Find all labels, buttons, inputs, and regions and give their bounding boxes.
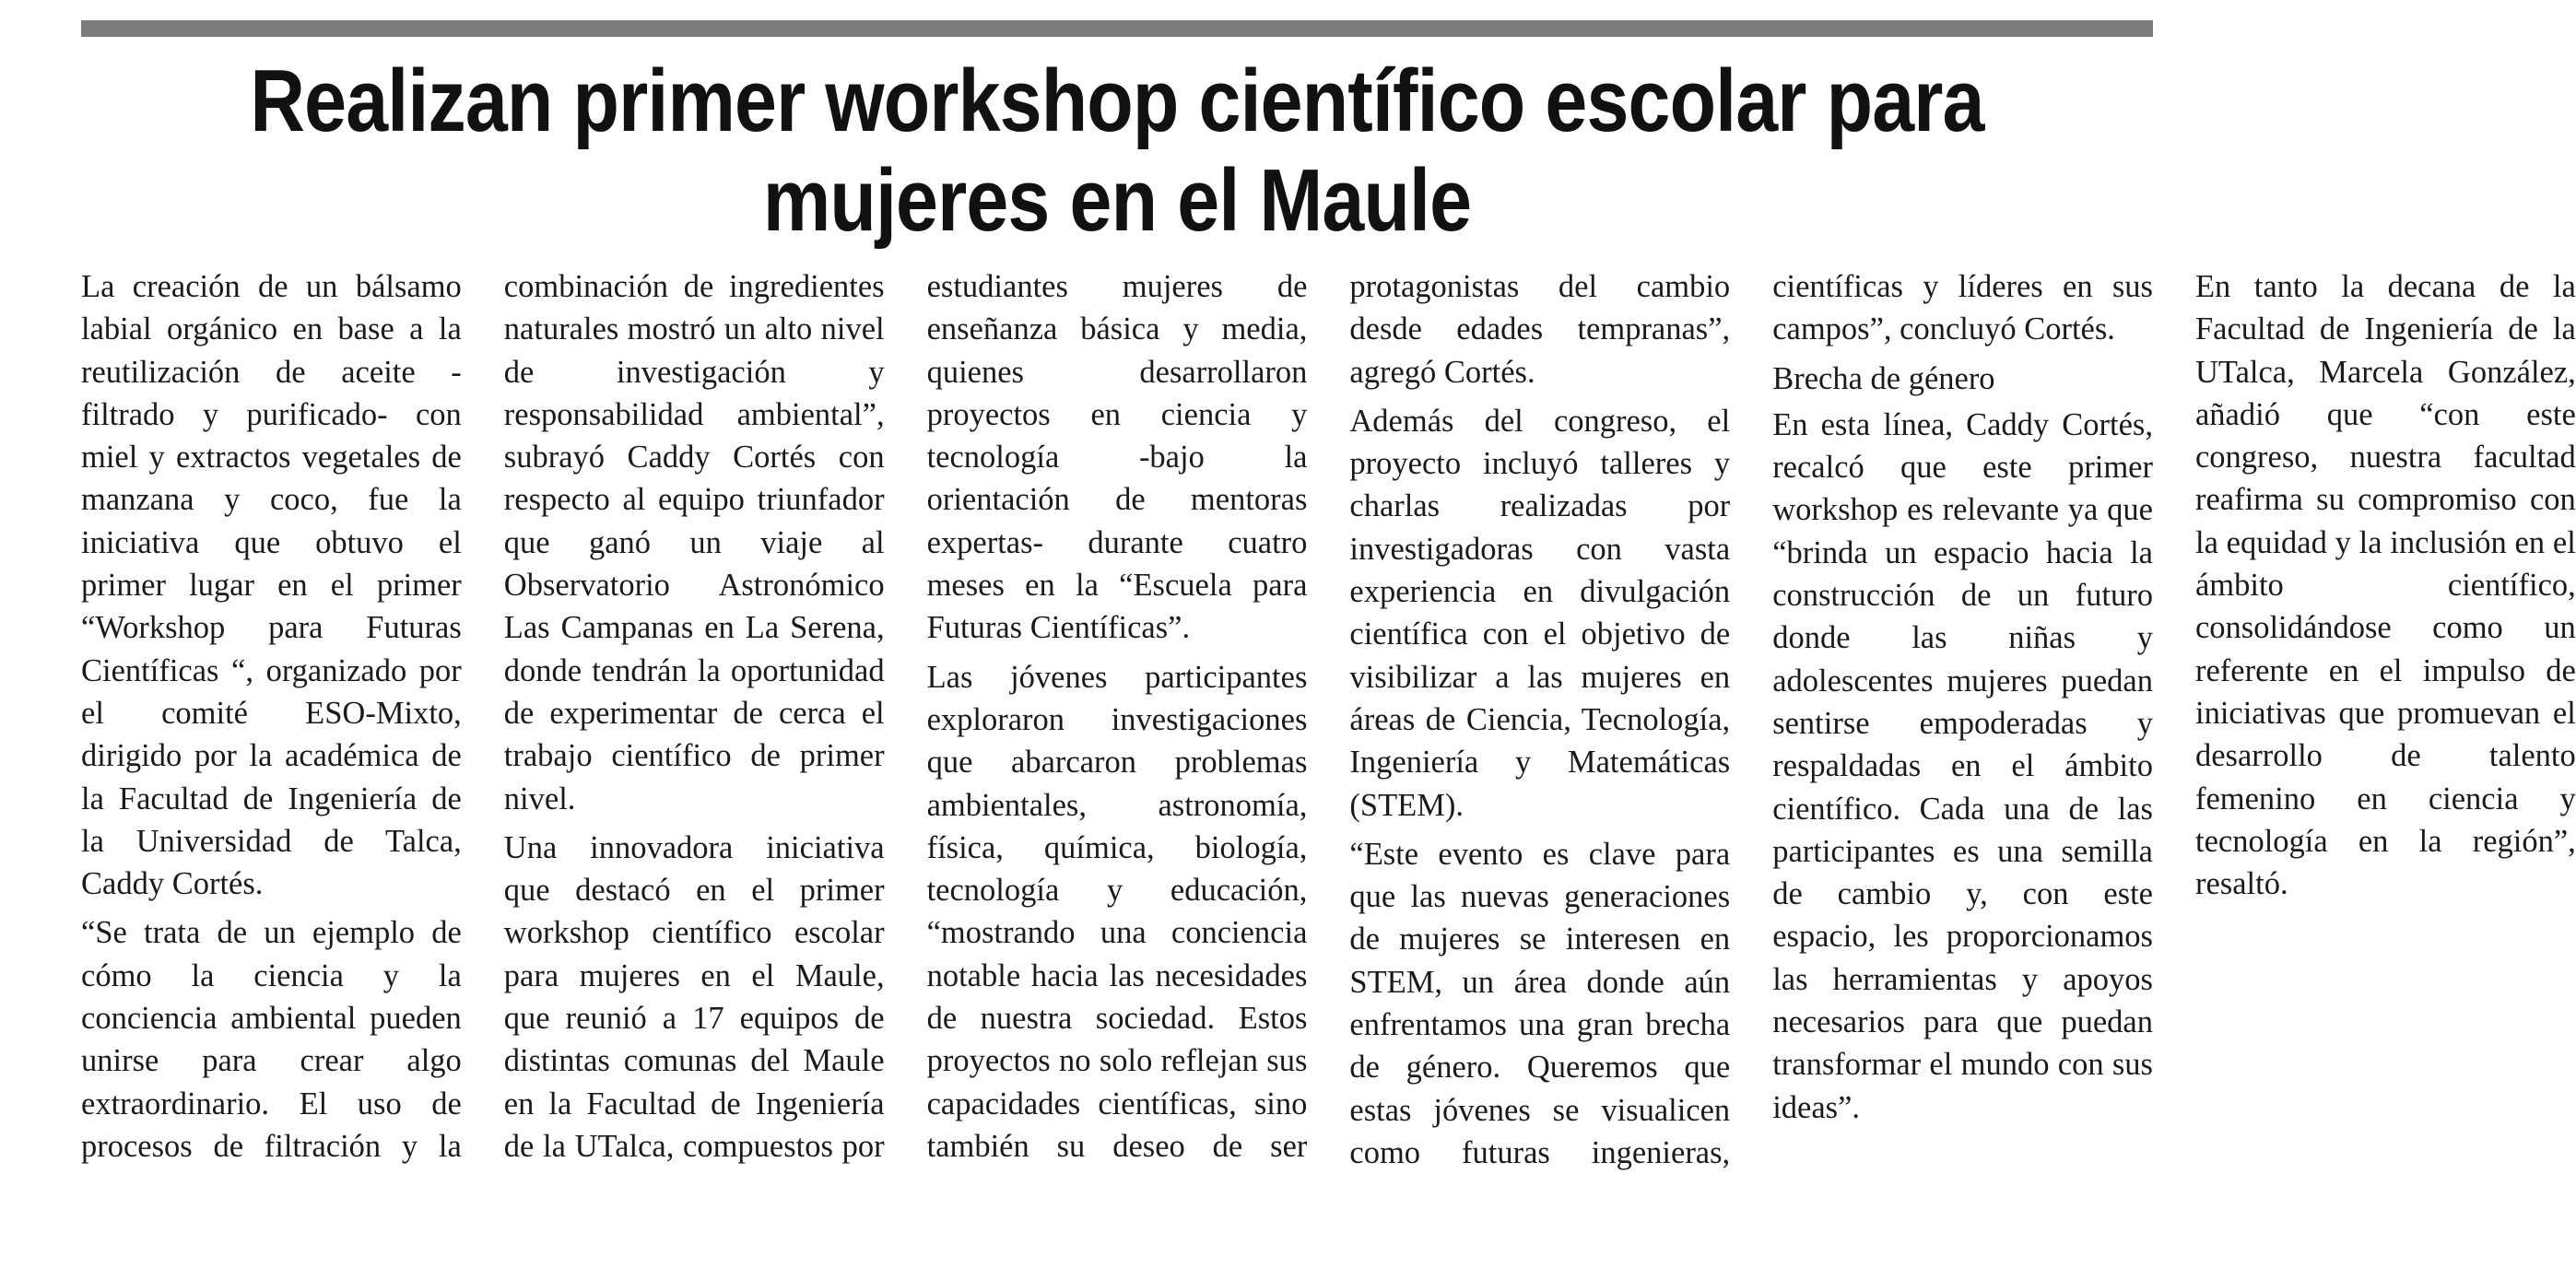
- paragraph: La creación de un bálsamo labial orgánico en base a la reutilización de aceite -filtrado y purificado- con miel y extractos vegetales de manzana y coco, fue la iniciativa que obtuvo el primer lugar en el primer “Workshop para Futuras Científicas “, organizado por el comité ESO-Mixto, dirigido por la académica de la Facultad de Ingeniería de la Universidad de Talca, Caddy Cortés.: [81, 269, 462, 902]
- paragraph: “Este evento es clave para que las nuevas generaciones de mujeres se interesen en STEM, un área donde aún enfrentamos una gran brecha de género. Queremos que estas jóvenes se visualicen como futuras ingenieras, científicas y líderes en sus campos”, concluyó Cortés.: [1349, 269, 2153, 1170]
- paragraph: “Se trata de un ejemplo de cómo la ciencia y la conciencia ambiental pueden unirse para crear algo extraordinario. El uso de procesos de filtración y la combinación de ingredientes naturales mostró un alto nivel de investigación y responsabilidad ambiental”, subrayó Caddy Cortés con respecto al equipo triunfador que ganó un viaje al Observatorio Astronómico Las Campanas en La Serena, donde tendrán la oportunidad de experimentar de cerca el trabajo científico de primer nivel.: [81, 269, 885, 1164]
- article-body: [81, 265, 2576, 1196]
- paragraph: Una innovadora iniciativa que destacó en el primer workshop científico escolar para mujeres en el Maule, que reunió a 17 equipos de distintas comunas del Maule en la Facultad de Ingeniería de la UTalca, compuestos por estudiantes mujeres de enseñanza básica y media, quienes desarrollaron proyectos en ciencia y tecnología -bajo la orientación de mentoras expertas- durante cuatro meses en la “Escuela para Futuras Científicas”.: [503, 269, 1308, 1164]
- headline: Realizan primer workshop científico escolar para mujeres en el Maule: [250, 52, 1984, 250]
- paragraph: Las jóvenes participantes exploraron investigaciones que abarcaron problemas ambientales, astronomía, física, química, biología, tecnología y educación, “mostrando una conciencia notable hacia las necesidades de nuestra sociedad. Estos proyectos no solo reflejan sus capacidades científicas, sino también su deseo de ser protagonistas del cambio desde edades tempranas”, agregó Cortés.: [926, 269, 1731, 1164]
- top-rule: [81, 20, 2153, 37]
- paragraph: En esta línea, Caddy Cortés, recalcó que este primer workshop es relevante ya que “brinda un espacio hacia la construcción de un futuro donde las niñas y adolescentes mujeres puedan sentirse empoderadas y respaldadas en el ámbito científico. Cada una de las participantes es una semilla de cambio y, con este espacio, les proporcionamos las herramientas y apoyos necesarios para que puedan transformar el mundo con sus ideas”.: [1772, 406, 2153, 1125]
- paragraph: Además del congreso, el proyecto incluyó talleres y charlas realizadas por investigadoras con vasta experiencia en divulgación científica con el objetivo de visibilizar a las mujeres en áreas de Ciencia, Tecnología, Ingeniería y Matemáticas (STEM).: [1349, 403, 1731, 823]
- subheading: Brecha de género: [1772, 360, 1995, 396]
- paragraph: En tanto la decana de la Facultad de Ingeniería de la UTalca, Marcela González, añadió que “con este congreso, nuestra facultad reafirma su compromiso con la equidad y la inclusión en el ámbito científico, consolidándose como un referente en el impulso de iniciativas que promuevan el desarrollo de talento femenino en ciencia y tecnología en la región”, resaltó.: [2194, 269, 2576, 902]
